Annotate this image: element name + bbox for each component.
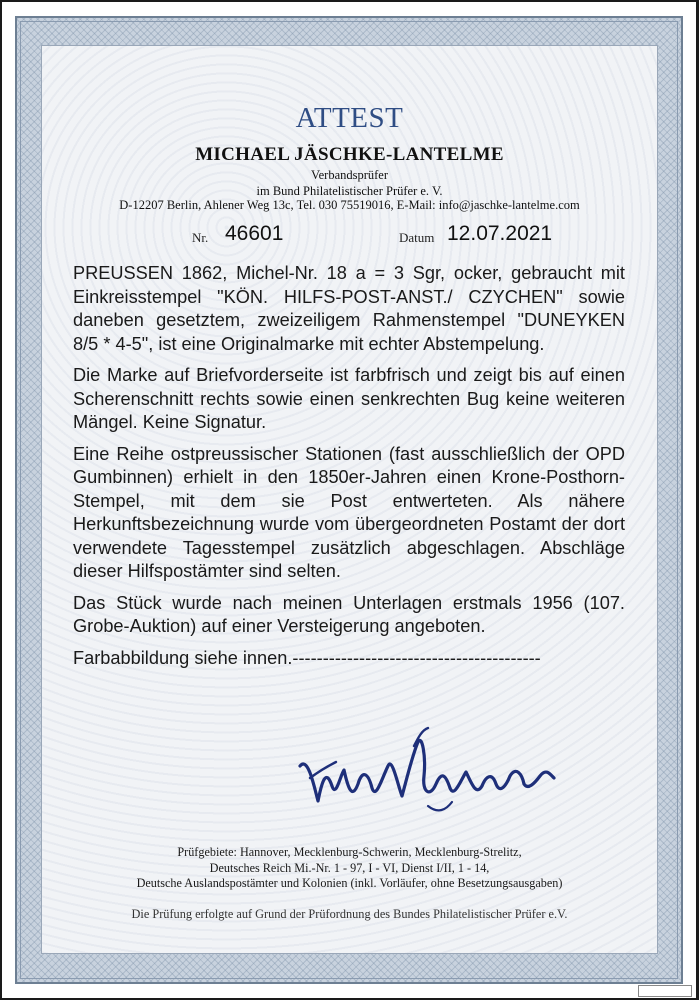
certificate-body [73,262,625,678]
handwritten-signature [288,726,588,836]
paragraph-description: PREUSSEN 1862, Michel-Nr. 18 a = 3 Sgr, ocker, gebraucht mit Einkreisstempel "KÖN. HILFS-POST-ANST./ CZYCHEN" sowie daneben gesetztem, zweizeiligem Rahmenstempel "DUNEYKEN 8/5 * 4-5", ist eine Originalmarke mit echter Abstempelung. [73,263,625,354]
certificate-number: 46601 [225,222,284,245]
certificate-title: ATTEST [295,102,404,134]
certificate-date: 12.07.2021 [447,222,553,245]
examiner-organization: im Bund Philatelistischer Prüfer e. V. [256,184,443,198]
examiner-address: D-12207 Berlin, Ahlener Weg 13c, Tel. 030 75519016, E-Mail: info@jaschke-lantelme.com [119,198,580,212]
paragraph-illustration-note: Farbabbildung siehe innen.----------------------------------------- [73,647,541,668]
date-label: Datum [399,230,435,245]
corner-security-mark [638,985,692,997]
footer-note: Die Prüfung erfolgte auf Grund der Prüfordnung des Bundes Philatelistischer Prüfer e.V. [131,907,568,921]
paragraph-provenance: Das Stück wurde nach meinen Unterlagen erstmals 1956 (107. Grobe-Auktion) auf einer Versteigerung angeboten. [73,592,625,636]
exam-areas-line-3: Deutsche Auslandspostämter und Kolonien (inkl. Vorläufer, ohne Besetzungsausgaben) [136,876,563,890]
exam-areas-line-2: Deutsches Reich Mi.-Nr. 1 - 97, I - VI, Dienst I/II, 1 - 14, [209,860,490,875]
examiner-role: Verbandsprüfer [310,168,389,182]
exam-areas [0,845,699,892]
paragraph-history: Eine Reihe ostpreussischer Stationen (fast ausschließlich der OPD Gumbinnen) erhielt in den 1850er-Jahren einen Krone-Posthorn-Stempel, mit dem sie Post entwerteten. Als nähere Herkunftsbezeichnung wurde vom übergeordneten Postamt der dort verwendete Tagesstempel zusätzlich abgeschlagen. Abschläge dieser Hilfspostämter sind selten. [73,443,625,581]
exam-areas-line-1: Prüfgebiete: Hannover, Mecklenburg-Schwerin, Mecklenburg-Strelitz, [177,845,522,859]
number-label: Nr. [192,230,209,245]
examiner-name: MICHAEL JÄSCHKE-LANTELME [195,144,504,165]
paragraph-condition: Die Marke auf Briefvorderseite ist farbfrisch und zeigt bis auf einen Scherenschnitt rechts sowie einen senkrechten Bug keine weiteren Mängel. Keine Signatur. [73,365,625,432]
